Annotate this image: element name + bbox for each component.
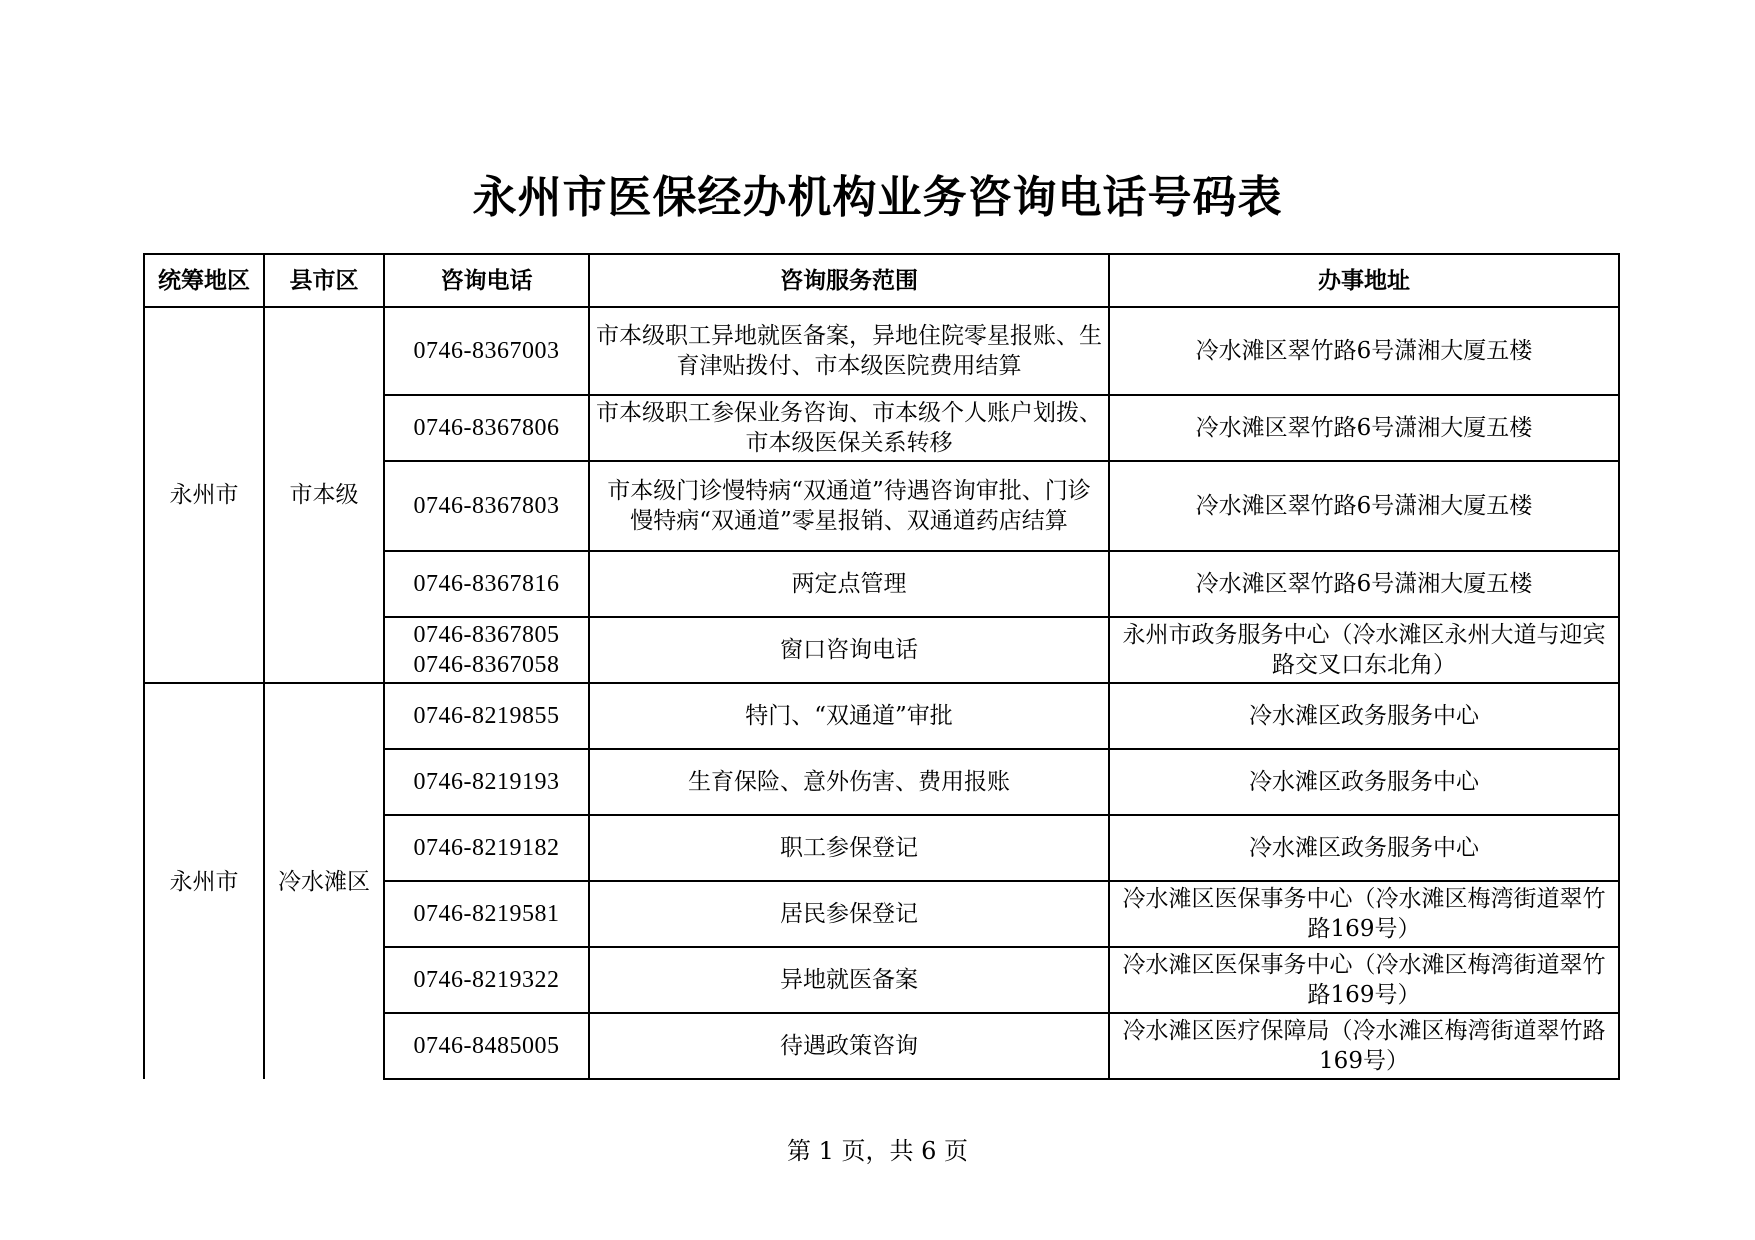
scope-cell: 待遇政策咨询	[589, 1013, 1109, 1079]
phone-number: 0746-8367805	[413, 622, 560, 648]
phone-cell-double	[384, 617, 589, 683]
address-cell: 冷水滩区翠竹路6号潇湘大厦五楼	[1109, 551, 1619, 617]
address-cell: 永州市政务服务中心（冷水滩区永州大道与迎宾路交叉口东北角）	[1109, 617, 1619, 683]
header-address: 办事地址	[1109, 254, 1619, 307]
phone-cell: 0746-8219322	[384, 947, 589, 1013]
region-cell: 永州市	[144, 683, 264, 1079]
address-cell: 冷水滩区医疗保障局（冷水滩区梅湾街道翠竹路169号）	[1109, 1013, 1619, 1079]
region-cell: 永州市	[144, 307, 264, 683]
address-cell: 冷水滩区翠竹路6号潇湘大厦五楼	[1109, 395, 1619, 461]
phone-cell: 0746-8367003	[384, 307, 589, 395]
scope-cell: 生育保险、意外伤害、费用报账	[589, 749, 1109, 815]
phone-cell: 0746-8219193	[384, 749, 589, 815]
address-cell: 冷水滩区政务服务中心	[1109, 749, 1619, 815]
district-cell: 市本级	[264, 307, 384, 683]
phone-cell: 0746-8367816	[384, 551, 589, 617]
scope-cell: 市本级职工参保业务咨询、市本级个人账户划拨、市本级医保关系转移	[589, 395, 1109, 461]
scope-cell: 职工参保登记	[589, 815, 1109, 881]
phone-cell: 0746-8219182	[384, 815, 589, 881]
scope-cell: 窗口咨询电话	[589, 617, 1109, 683]
scope-cell: 异地就医备案	[589, 947, 1109, 1013]
scope-cell: 特门、“双通道”审批	[589, 683, 1109, 749]
phone-number: 0746-8367058	[413, 652, 560, 678]
address-cell: 冷水滩区医保事务中心（冷水滩区梅湾街道翠竹路169号）	[1109, 947, 1619, 1013]
phone-cell: 0746-8367803	[384, 461, 589, 551]
header-scope: 咨询服务范围	[589, 254, 1109, 307]
address-cell: 冷水滩区医保事务中心（冷水滩区梅湾街道翠竹路169号）	[1109, 881, 1619, 947]
table-row	[144, 683, 1619, 749]
phone-number-table	[143, 253, 1620, 1080]
address-cell: 冷水滩区翠竹路6号潇湘大厦五楼	[1109, 461, 1619, 551]
scope-cell: 市本级门诊慢特病“双通道”待遇咨询审批、门诊慢特病“双通道”零星报销、双通道药店结算	[589, 461, 1109, 551]
page-footer: 第 1 页，共 6 页	[786, 1137, 969, 1165]
phone-cell: 0746-8219581	[384, 881, 589, 947]
header-phone: 咨询电话	[384, 254, 589, 307]
scope-cell: 市本级职工异地就医备案，异地住院零星报账、生育津贴拨付、市本级医院费用结算	[589, 307, 1109, 395]
address-cell: 冷水滩区翠竹路6号潇湘大厦五楼	[1109, 307, 1619, 395]
phone-cell: 0746-8485005	[384, 1013, 589, 1079]
table-header-row	[144, 254, 1619, 307]
scope-cell: 居民参保登记	[589, 881, 1109, 947]
table-row	[144, 307, 1619, 395]
district-cell: 冷水滩区	[264, 683, 384, 1079]
header-district: 县市区	[264, 254, 384, 307]
page-title: 永州市医保经办机构业务咨询电话号码表	[472, 172, 1283, 223]
address-cell: 冷水滩区政务服务中心	[1109, 815, 1619, 881]
scope-cell: 两定点管理	[589, 551, 1109, 617]
address-cell: 冷水滩区政务服务中心	[1109, 683, 1619, 749]
phone-cell: 0746-8367806	[384, 395, 589, 461]
phone-cell: 0746-8219855	[384, 683, 589, 749]
header-region: 统筹地区	[144, 254, 264, 307]
